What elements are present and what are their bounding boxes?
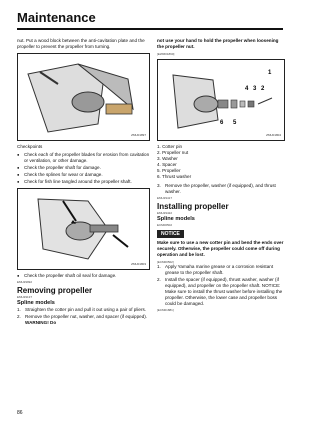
step-item: 1. Straighten the cotter pin and pull it out using a pair of pliers. [17, 307, 147, 312]
warning-continuation: not use your hand to hold the propeller when loosening the propeller nut. [157, 38, 279, 49]
bullet-item: ● Check the propeller shaft for damage. [17, 165, 150, 171]
figure-code: ZMU01803 [131, 262, 146, 266]
page-number: 86 [17, 410, 23, 416]
legend-item: 3. Washer [157, 156, 178, 161]
checkpoints-title: Checkpoints [17, 144, 43, 149]
page-header-title: Maintenance [17, 10, 96, 25]
figure-code: ZMU01897 [131, 133, 146, 137]
figure-wood-block [17, 53, 150, 141]
legend-item: 2. Propeller nut [157, 150, 189, 155]
callout-label: 2 [261, 86, 265, 92]
left-column [17, 38, 150, 327]
legend-item: 4. Spacer [157, 162, 177, 167]
section-code: [ECM00502] [157, 260, 174, 264]
step-item: 3. Remove the propeller, washer (if equipped), and thrust washer. [157, 183, 276, 194]
section-code: EMU29422 [157, 211, 173, 215]
step-item: 2. Install the spacer (if equipped), thrust washer, washer (if equipped), and propeller on the propeller shaft. NOTICE: Make sure to install the thrust washer before installing the propeller. Otherwise, the lower case and propeller boss could be damaged. [157, 277, 283, 306]
right-column [157, 38, 285, 312]
bullet-item: ● Check each of the propeller blades for erosion from cavitation or ventilation, or other damage. [17, 152, 150, 164]
figure-oil-seal [17, 188, 150, 270]
callout-label: 5 [233, 120, 237, 126]
figure-code: ZMU01804 [266, 133, 281, 137]
header-rule [17, 28, 283, 30]
wood-block-illustration [18, 54, 149, 138]
bullet-item: ● Check the splines for wear or damage. [17, 172, 150, 178]
notice-text: Make sure to use a new cotter pin and bend the ends over securely. Otherwise, the propeller could come off during operation and be lost. [157, 240, 284, 257]
subheading-spline-models: Spline models [17, 300, 55, 306]
section-code: ECM00502 [157, 223, 173, 227]
section-code: [ECM01881] [157, 308, 174, 312]
warning-label: WARNING! Do [25, 320, 57, 325]
section-code: EMU29137 [17, 295, 33, 299]
section-heading-removing-propeller: Removing propeller [17, 286, 93, 295]
section-heading-installing-propeller: Installing propeller [157, 202, 229, 211]
propeller-shaft-illustration [18, 189, 149, 267]
section-code: EMU29992 [17, 280, 33, 284]
callout-label: 6 [220, 120, 224, 126]
parts-legend [157, 144, 285, 180]
callout-label: 3 [253, 86, 257, 92]
bullet-item: ● Check for fish line tangled around the propeller shaft. [17, 179, 150, 185]
legend-item: 5. Propeller [157, 168, 181, 173]
notice-badge: NOTICE [157, 230, 184, 238]
legend-item: 1. Cotter pin [157, 144, 183, 149]
step-item: 1. Apply Yamaha marine grease or a corrosion resistant grease to the propeller shaft. [157, 264, 274, 275]
step-item: 2. Remove the propeller nut, washer, and spacer (if equipped). WARNING! Do [17, 314, 148, 325]
bullet-item: ● Check the propeller shaft oil seal for damage. [17, 273, 150, 279]
figure-propeller-parts [157, 59, 285, 141]
callout-label: 4 [245, 86, 249, 92]
callout-label: 1 [268, 70, 272, 76]
subheading-spline-models: Spline models [157, 216, 195, 222]
propeller-exploded-illustration [158, 60, 284, 138]
section-code: EMU29417 [157, 196, 173, 200]
intro-paragraph: nut. Put a wood block between the anti-cavitation plate and the propeller to prevent the propeller from turning. [17, 38, 145, 49]
section-code: [EWM01890] [157, 52, 175, 56]
legend-item: 6. Thrust washer [157, 174, 192, 179]
